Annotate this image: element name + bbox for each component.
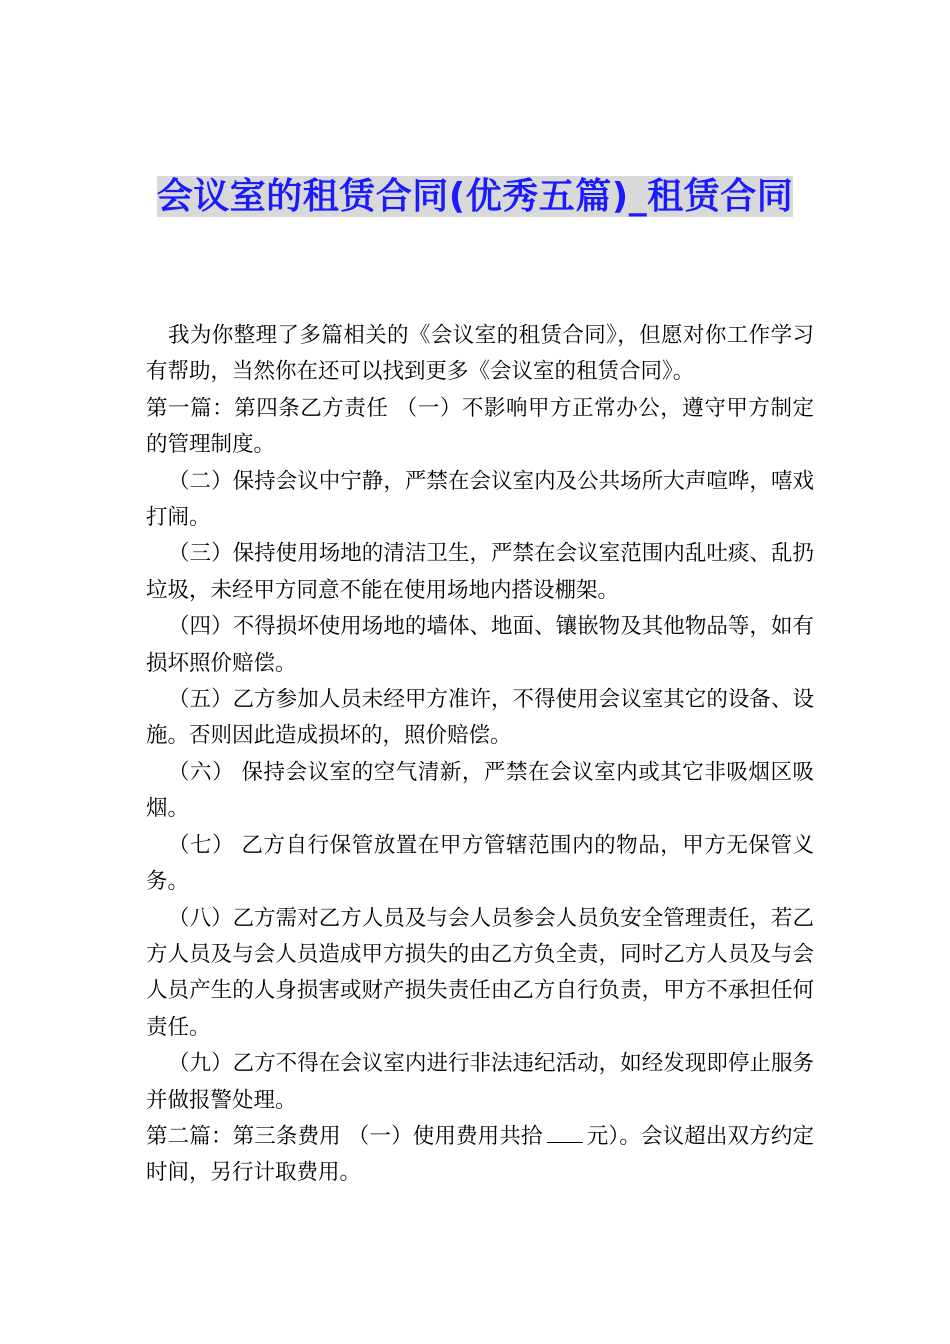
clause-5-paragraph: （五）乙方参加人员未经甲方准许，不得使用会议室其它的设备、设施。否则因此造成损坏的，照价赔偿。 bbox=[146, 687, 814, 749]
intro-paragraph: 我为你整理了多篇相关的《会议室的租赁合同》，但愿对你工作学习有帮助，当然你在还可以找到更多《会议室的租赁合同》。 bbox=[146, 323, 814, 385]
section-1-paragraph: 第一篇：第四条乙方责任 （一）不影响甲方正常办公，遵守甲方制定的管理制度。 bbox=[146, 395, 814, 458]
document-title: 会议室的租赁合同(优秀五篇)_租赁合同 bbox=[156, 176, 794, 217]
clause-3-paragraph: （三）保持使用场地的清洁卫生，严禁在会议室范围内乱吐痰、乱扔垃圾，未经甲方同意不能在使用场地内搭设棚架。 bbox=[146, 541, 814, 603]
document-body bbox=[146, 318, 814, 1192]
section-2-text-before: 第二篇：第三条费用 （一）使用费用共拾 bbox=[146, 1123, 543, 1149]
section-2-paragraph bbox=[146, 1119, 814, 1192]
clause-7-paragraph: （七） 乙方自行保管放置在甲方管辖范围内的物品，甲方无保管义务。 bbox=[146, 832, 814, 895]
clause-2-paragraph: （二）保持会议中宁静，严禁在会议室内及公共场所大声喧哗，嘻戏打闹。 bbox=[146, 468, 814, 531]
title-block bbox=[150, 172, 800, 222]
clause-9-paragraph: （九）乙方不得在会议室内进行非法违纪活动，如经发现即停止服务并做报警处理。 bbox=[146, 1051, 814, 1113]
fee-blank-line bbox=[547, 1124, 583, 1143]
clause-4-paragraph: （四）不得损坏使用场地的墙体、地面、镶嵌物及其他物品等，如有损坏照价赔偿。 bbox=[146, 614, 814, 676]
clause-6-paragraph: （六） 保持会议室的空气清新，严禁在会议室内或其它非吸烟区吸烟。 bbox=[146, 759, 814, 822]
section-2-text-after: 元）。会议超出双方约定时间，另行计取费用。 bbox=[146, 1123, 814, 1186]
clause-8-paragraph: （八）乙方需对乙方人员及与会人员参会人员负安全管理责任，若乙方人员及与会人员造成甲方损失的由乙方负全责，同时乙方人员及与会人员产生的人身损害或财产损失责任由乙方自行负责，甲方不承担任何责任。 bbox=[146, 905, 814, 1040]
